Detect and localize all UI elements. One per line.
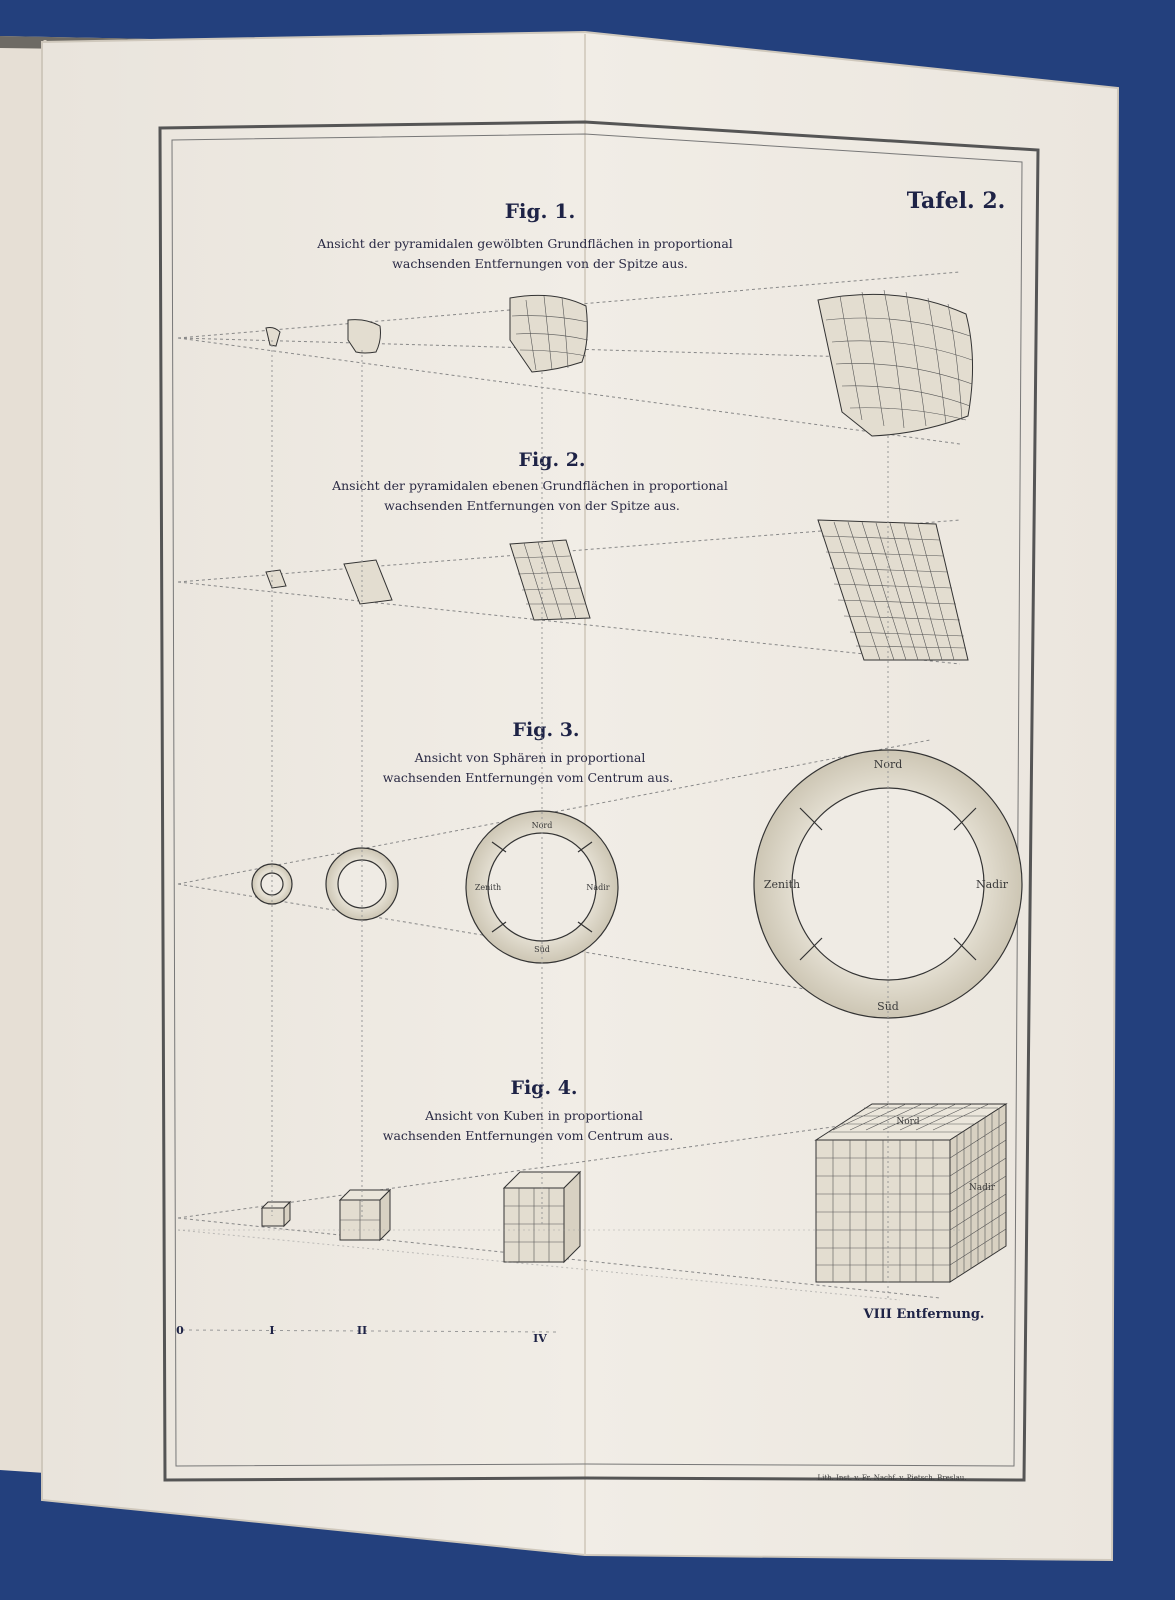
fig2-caption-line2: wachsenden Entfernungen von der Spitze aus. [384, 498, 680, 513]
fig4-caption-line1: Ansicht von Kuben in proportional [425, 1108, 643, 1123]
cube-label-nadir: Nadir [968, 1183, 996, 1193]
fig1-caption-line1: Ansicht der pyramidalen gewölbten Grundflächen in proportional [317, 236, 733, 251]
fig4-label: Fig. 4. [510, 1077, 578, 1099]
fig4-caption-line2: wachsenden Entfernungen vom Centrum aus. [382, 1128, 674, 1143]
distance-mark-8: VIII Entfernung. [863, 1307, 985, 1322]
distance-mark-2: II [356, 1324, 368, 1337]
cube-label-north: Nord [896, 1117, 920, 1127]
distance-mark-0: 0 [176, 1324, 184, 1337]
distance-mark-1: I [269, 1324, 275, 1337]
fig3-caption-line1: Ansicht von Sphären in proportional [414, 750, 646, 765]
printer-imprint: Lith. Inst. v. Fr. Nachf. v. Pietsch. Breslau. [817, 1474, 967, 1482]
fig3-label: Fig. 3. [512, 719, 580, 741]
distance-mark-4: IV [533, 1332, 547, 1345]
sphere-label-zenith: Zenith [763, 878, 801, 891]
fig3-caption-line2: wachsenden Entfernungen vom Centrum aus. [382, 770, 674, 785]
sphere-label-south: Süd [877, 1000, 899, 1013]
medium-sphere-label-nadir: Nadir [586, 883, 610, 892]
medium-sphere-label-zenith: Zenith [474, 883, 502, 892]
fig2-label: Fig. 2. [518, 449, 586, 471]
fig1-label: Fig. 1. [504, 199, 576, 223]
medium-sphere-label-south: Süd [534, 945, 550, 954]
fig2-caption-line1: Ansicht der pyramidalen ebenen Grundflächen in proportional [332, 478, 728, 493]
sphere-label-north: Nord [873, 758, 903, 771]
medium-sphere-label-north: Nord [531, 821, 553, 830]
plate-title: Tafel. 2. [906, 188, 1006, 214]
fig1-caption-line2: wachsenden Entfernungen von der Spitze aus. [392, 256, 688, 271]
sphere-label-nadir: Nadir [975, 878, 1009, 891]
